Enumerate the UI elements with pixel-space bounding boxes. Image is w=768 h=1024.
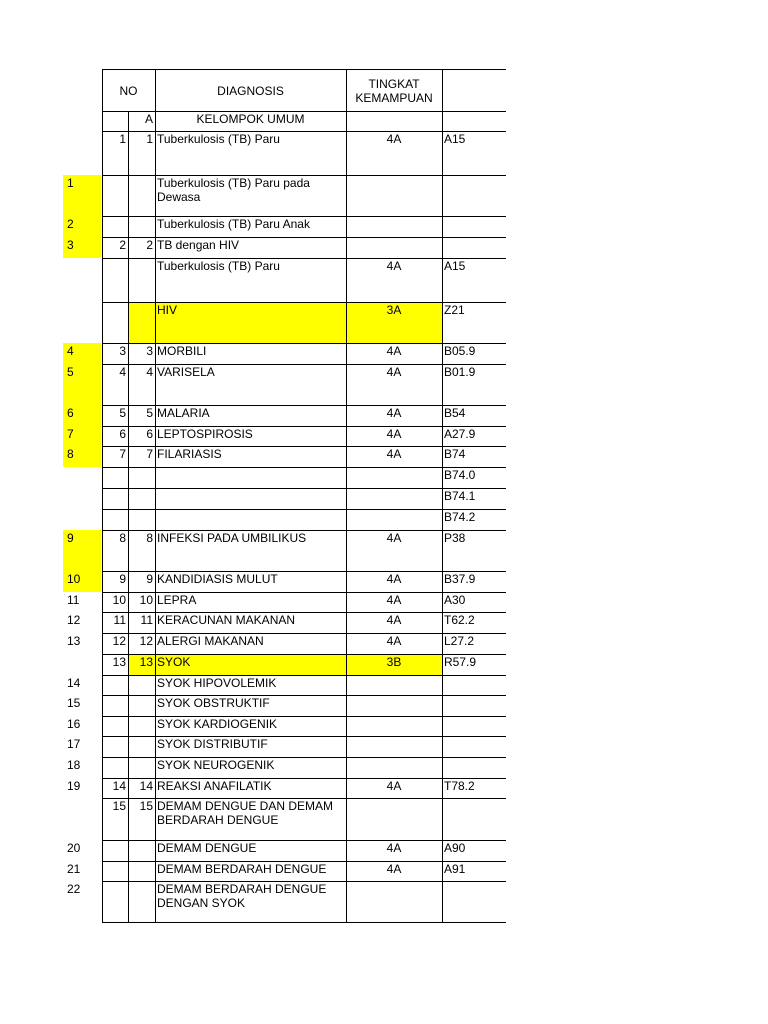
icd-code-cell (442, 736, 506, 757)
grid-row-line (102, 861, 506, 862)
grid-row-line (102, 675, 506, 676)
row-external-number: 15 (67, 696, 81, 710)
level-cell (346, 757, 442, 778)
level-cell (346, 716, 442, 736)
grid-row-line (102, 131, 506, 132)
row-number (102, 467, 128, 488)
level-cell (346, 695, 442, 716)
diagnosis-cell: MORBILI (157, 344, 207, 358)
header-no: NO (119, 83, 138, 98)
grid-row-line (102, 426, 506, 427)
row-sub-number: 8 (146, 531, 153, 545)
grid-row-line (102, 69, 506, 70)
row-sub-number: 1 (146, 132, 153, 146)
level-cell: 4A (386, 634, 402, 648)
grid-row-line (102, 488, 506, 489)
row-external-number: 17 (67, 737, 81, 751)
row-number: 10 (112, 593, 126, 607)
row-number: 7 (119, 447, 126, 461)
icd-code-cell (442, 675, 506, 695)
grid-row-line (102, 881, 506, 882)
diagnosis-cell: SYOK (155, 654, 346, 675)
header-diagnosis: DIAGNOSIS (217, 83, 284, 98)
diagnosis-cell: SYOK HIPOVOLEMIK (157, 676, 277, 690)
level-cell (346, 467, 442, 488)
diagnosis-cell: DEMAM BERDARAH DENGUE DENGAN SYOK (157, 882, 327, 910)
row-sub-number (128, 695, 155, 716)
level-cell: 3B (346, 654, 442, 675)
row-number (102, 111, 128, 131)
row-external-number: 1 (63, 175, 101, 216)
level-cell: 4A (386, 841, 402, 855)
level-cell: 4A (386, 779, 402, 793)
row-number: 5 (119, 406, 126, 420)
diagnosis-cell: Tuberkulosis (TB) Paru pada Dewasa (157, 176, 310, 204)
row-external-number (63, 111, 101, 131)
row-external-number: 16 (67, 717, 81, 731)
row-sub-number (128, 675, 155, 695)
level-cell (346, 509, 442, 530)
grid-column-line (102, 69, 103, 922)
icd-code-cell: Z21 (444, 303, 465, 317)
row-number (102, 258, 128, 302)
row-external-number: 13 (67, 634, 81, 648)
level-cell (346, 216, 442, 237)
row-number (102, 716, 128, 736)
icd-code-cell: A91 (444, 862, 466, 876)
row-sub-number (128, 467, 155, 488)
diagnosis-cell: Tuberkulosis (TB) Paru (157, 132, 280, 146)
grid-row-line (102, 716, 506, 717)
header-tingkat-kemampuan: TINGKAT KEMAMPUAN (355, 76, 433, 105)
grid-column-line (155, 69, 156, 922)
grid-row-line (102, 111, 506, 112)
grid-row-line (102, 798, 506, 799)
grid-column-line (442, 69, 443, 922)
grid-row-line (102, 467, 506, 468)
grid-row-line (102, 216, 506, 217)
row-external-number: 22 (67, 882, 81, 896)
level-cell: 4A (386, 447, 402, 461)
icd-code-cell: B74.2 (444, 510, 476, 524)
row-number (102, 509, 128, 530)
grid-row-line (102, 571, 506, 572)
diagnosis-cell: SYOK NEUROGENIK (157, 758, 275, 772)
diagnosis-cell: DEMAM BERDARAH DENGUE (157, 862, 327, 876)
icd-code-cell (442, 798, 506, 840)
icd-code-cell (442, 757, 506, 778)
row-external-number: 11 (67, 593, 80, 607)
diagnosis-cell: DEMAM DENGUE DAN DEMAM BERDARAH DENGUE (157, 799, 334, 827)
row-sub-number: 2 (146, 238, 153, 252)
row-number (102, 757, 128, 778)
level-cell (346, 881, 442, 922)
row-number: 15 (112, 799, 126, 813)
row-sub-number: 12 (139, 634, 153, 648)
diagnosis-cell: KERACUNAN MAKANAN (157, 613, 296, 627)
grid-row-line (102, 405, 506, 406)
level-cell: 4A (386, 427, 402, 441)
row-sub-number (128, 736, 155, 757)
level-cell: 4A (386, 572, 402, 586)
diagnosis-cell: LEPRA (157, 593, 197, 607)
icd-code-cell (442, 216, 506, 237)
diagnosis-cell (155, 488, 346, 509)
row-external-number: 5 (63, 364, 101, 405)
level-cell: 4A (386, 593, 402, 607)
diagnosis-cell: ALERGI MAKANAN (157, 634, 264, 648)
header-code (442, 69, 506, 111)
row-number: 3 (119, 344, 126, 358)
row-external-number: 21 (67, 862, 81, 876)
diagnosis-cell: Tuberkulosis (TB) Paru Anak (157, 217, 310, 231)
row-number: 4 (119, 365, 126, 379)
diagnosis-cell: KANDIDIASIS MULUT (157, 572, 278, 586)
diagnosis-cell: SYOK KARDIOGENIK (157, 717, 278, 731)
diagnosis-cell: KELOMPOK UMUM (196, 112, 305, 126)
level-cell: 4A (386, 259, 402, 273)
level-cell: 4A (386, 132, 402, 146)
diagnosis-cell (155, 467, 346, 488)
row-number (102, 175, 128, 216)
row-number (102, 861, 128, 881)
grid-row-line (102, 757, 506, 758)
icd-code-cell: A27.9 (444, 427, 476, 441)
row-external-number: 7 (63, 426, 101, 446)
diagnosis-cell (155, 509, 346, 530)
row-number: 6 (119, 427, 126, 441)
row-number: 9 (119, 572, 126, 586)
row-sub-number (128, 881, 155, 922)
row-number: 1 (119, 132, 126, 146)
grid-row-line (102, 736, 506, 737)
grid-row-line (102, 592, 506, 593)
diagnosis-cell: SYOK DISTRIBUTIF (157, 737, 268, 751)
row-external-number: 8 (63, 446, 101, 467)
row-external-number (63, 654, 101, 675)
diagnosis-cell: INFEKSI PADA UMBILIKUS (157, 531, 307, 545)
row-external-number: 20 (67, 841, 81, 855)
grid-row-line (102, 654, 506, 655)
row-external-number: 2 (63, 216, 101, 237)
row-sub-number: 5 (146, 406, 153, 420)
grid-column-line (128, 111, 129, 922)
icd-code-cell: L27.2 (444, 634, 475, 648)
row-sub-number: A (144, 112, 153, 126)
level-cell: 4A (386, 531, 402, 545)
grid-column-line (346, 69, 347, 922)
diagnosis-cell: Tuberkulosis (TB) Paru (157, 259, 280, 273)
row-sub-number (128, 716, 155, 736)
row-sub-number: 7 (146, 447, 153, 461)
icd-code-cell: A90 (444, 841, 466, 855)
level-cell (346, 237, 442, 258)
icd-code-cell: B01.9 (444, 365, 476, 379)
level-cell (346, 736, 442, 757)
grid-row-line (102, 302, 506, 303)
row-sub-number (128, 488, 155, 509)
grid-row-line (102, 364, 506, 365)
row-external-number: 10 (63, 571, 101, 592)
icd-code-cell: A30 (444, 593, 466, 607)
row-sub-number: 3 (146, 344, 153, 358)
row-external-number (63, 131, 101, 175)
grid-row-line (102, 530, 506, 531)
diagnosis-cell: MALARIA (157, 406, 210, 420)
row-external-number: 3 (63, 237, 101, 258)
icd-code-cell: B37.9 (444, 572, 476, 586)
icd-code-cell: B54 (444, 406, 466, 420)
grid-row-line (102, 695, 506, 696)
grid-row-line (102, 633, 506, 634)
row-sub-number (128, 509, 155, 530)
icd-code-cell: B05.9 (444, 344, 476, 358)
level-cell: 4A (386, 344, 402, 358)
level-cell (346, 675, 442, 695)
row-number (102, 840, 128, 861)
row-number (102, 488, 128, 509)
diagnosis-cell: REAKSI ANAFILATIK (157, 779, 272, 793)
icd-code-cell: B74.1 (444, 489, 476, 503)
row-external-number (63, 302, 101, 343)
level-cell: 4A (386, 862, 402, 876)
grid-row-line (102, 612, 506, 613)
row-sub-number: 6 (146, 427, 153, 441)
row-external-number: 19 (67, 779, 81, 793)
icd-code-cell: A15 (444, 132, 466, 146)
row-number (102, 881, 128, 922)
grid-row-line (102, 922, 506, 923)
row-external-number (63, 798, 101, 840)
row-external-number (63, 467, 101, 488)
diagnosis-cell: FILARIASIS (157, 447, 222, 461)
row-sub-number: 11 (140, 613, 153, 627)
diagnosis-cell: TB dengan HIV (157, 238, 240, 252)
icd-code-cell: T78.2 (444, 779, 475, 793)
row-external-number: 14 (67, 676, 81, 690)
grid-row-line (102, 343, 506, 344)
row-number: 8 (119, 531, 126, 545)
row-number (102, 216, 128, 237)
icd-code-cell: P38 (444, 531, 466, 545)
row-external-number (63, 258, 101, 302)
row-external-number: 9 (63, 530, 101, 571)
icd-code-cell (442, 175, 506, 216)
row-number: 11 (113, 613, 126, 627)
icd-code-cell (442, 237, 506, 258)
grid-row-line (102, 509, 506, 510)
icd-code-cell: R57.9 (444, 655, 477, 669)
icd-code-cell (442, 716, 506, 736)
row-sub-number (128, 175, 155, 216)
icd-code-cell: B74 (444, 447, 466, 461)
grid-row-line (102, 175, 506, 176)
row-sub-number: 9 (146, 572, 153, 586)
grid-row-line (102, 446, 506, 447)
row-external-number: 4 (63, 343, 101, 364)
level-cell: 4A (386, 406, 402, 420)
row-external-number (63, 509, 101, 530)
icd-code-cell (442, 881, 506, 922)
row-number: 2 (119, 238, 126, 252)
row-sub-number (128, 861, 155, 881)
grid-row-line (102, 778, 506, 779)
row-sub-number (128, 757, 155, 778)
level-cell: 3A (346, 302, 442, 343)
row-sub-number: 14 (139, 779, 153, 793)
icd-code-cell: B74.0 (444, 468, 476, 482)
icd-code-cell (442, 695, 506, 716)
row-sub-number (128, 216, 155, 237)
row-number (102, 736, 128, 757)
diagnosis-cell: SYOK OBSTRUKTIF (157, 696, 270, 710)
grid-row-line (102, 237, 506, 238)
level-cell (346, 175, 442, 216)
row-sub-number: 13 (128, 654, 155, 675)
row-number (102, 695, 128, 716)
diagnosis-cell: DEMAM DENGUE (157, 841, 257, 855)
level-cell (346, 488, 442, 509)
grid-row-line (102, 258, 506, 259)
level-cell (346, 798, 442, 840)
row-sub-number: 10 (139, 593, 153, 607)
row-external-number: 18 (67, 758, 81, 772)
level-cell (346, 111, 442, 131)
grid-row-line (102, 840, 506, 841)
row-number: 12 (112, 634, 126, 648)
level-cell: 4A (386, 613, 402, 627)
diagnosis-cell: LEPTOSPIROSIS (157, 427, 253, 441)
diagnosis-cell: VARISELA (157, 365, 215, 379)
diagnosis-cell: HIV (155, 302, 346, 343)
row-sub-number: 15 (139, 799, 153, 813)
row-number (102, 675, 128, 695)
row-sub-number (128, 258, 155, 302)
row-number: 14 (112, 779, 126, 793)
icd-code-cell: T62.2 (444, 613, 475, 627)
row-sub-number (128, 302, 155, 343)
row-external-number: 6 (63, 405, 101, 426)
row-number: 13 (112, 655, 126, 669)
row-number (102, 302, 128, 343)
row-external-number (63, 488, 101, 509)
icd-code-cell (442, 111, 506, 131)
level-cell: 4A (386, 365, 402, 379)
row-external-number: 12 (67, 613, 81, 627)
row-sub-number: 4 (146, 365, 153, 379)
row-sub-number (128, 840, 155, 861)
icd-code-cell: A15 (444, 259, 466, 273)
